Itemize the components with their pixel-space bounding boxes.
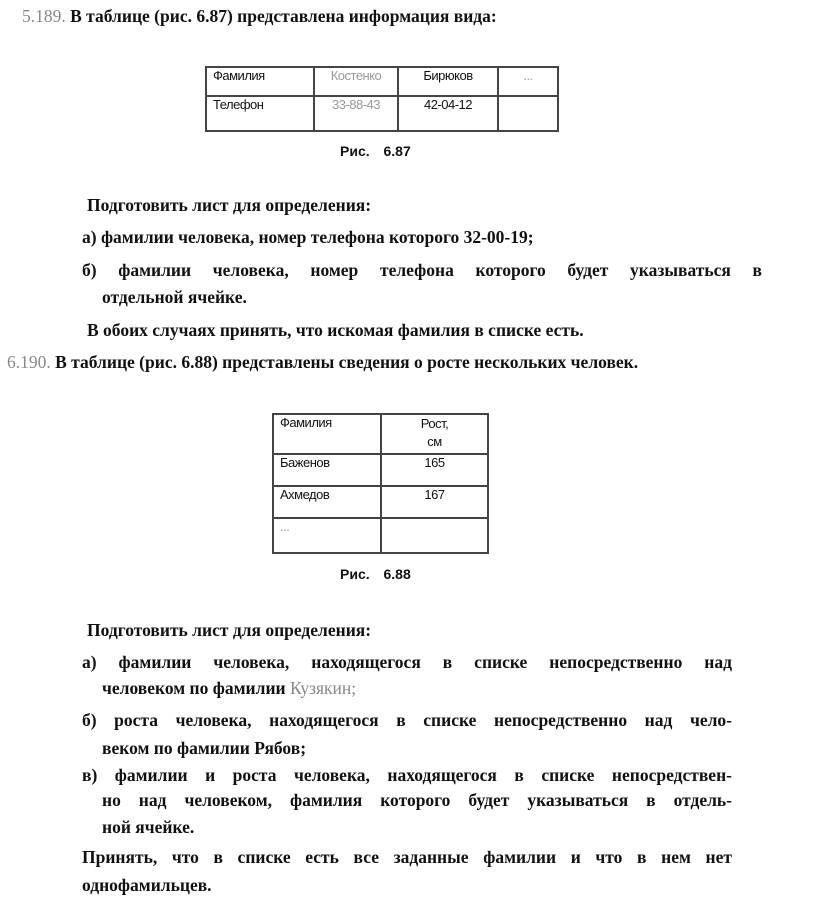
table-cell: Фамилия — [273, 414, 381, 454]
table-cell: ... — [498, 67, 558, 96]
task-item-c-cont: ной ячейке. — [102, 817, 195, 837]
figure-6-87-table — [205, 66, 559, 132]
table-cell — [381, 518, 488, 553]
header-unit: см — [427, 434, 442, 449]
highlighted-name: Кузякин; — [289, 678, 357, 698]
note-text-cont: однофамильцев. — [82, 875, 212, 895]
problem-number: 6.190. — [7, 352, 51, 372]
task-item-c-cont: но над человеком, фамилия которого будет указываться в отдель- — [102, 790, 732, 810]
table-cell: Бирюков — [398, 67, 498, 96]
task-item-b-cont: отдельной ячейке. — [102, 287, 247, 307]
table-cell: Баженов — [273, 454, 381, 486]
table-cell: 165 — [381, 454, 488, 486]
note-text: Принять, что в списке есть все заданные фамилии и что в нем нет — [82, 847, 732, 867]
task-text: Подготовить лист для определения: — [87, 620, 372, 640]
task-item-a: а) фамилии человека, номер телефона которого 32-00-19; — [82, 227, 534, 247]
task-text: Подготовить лист для определения: — [87, 195, 372, 215]
problem-6-190-heading — [7, 351, 638, 373]
table-cell: ... — [273, 518, 381, 553]
problem-intro: В таблице (рис. 6.87) представлена информация вида: — [70, 6, 497, 26]
note-text: В обоих случаях принять, что искомая фамилия в списке есть. — [87, 320, 584, 340]
task-item-b: б) роста человека, находящегося в списке непосредственно над чело- — [82, 710, 732, 730]
task-item-b: б) фамилии человека, номер телефона которого будет указываться в — [82, 260, 762, 280]
text: человеком по фамилии — [102, 678, 290, 698]
task-item-a: а) фамилии человека, находящегося в списке непосредственно над — [82, 652, 732, 672]
table-cell: 167 — [381, 486, 488, 518]
task-item-b-cont: веком по фамилии Рябов; — [102, 738, 307, 758]
problem-6-189-heading — [22, 5, 497, 27]
table-cell: 42-04-12 — [398, 96, 498, 131]
table-cell: Ахмедов — [273, 486, 381, 518]
table-cell: Костенко — [314, 67, 398, 96]
table-cell: Фамилия — [206, 67, 314, 96]
table-cell: Телефон — [206, 96, 314, 131]
header-line: Рост, — [420, 416, 449, 431]
problem-intro: В таблице (рис. 6.88) представлены сведения о росте нескольких человек. — [55, 352, 639, 372]
figure-caption: Рис. 6.88 — [340, 566, 411, 582]
table-header-height — [381, 414, 488, 454]
task-item-a-cont — [102, 677, 356, 699]
task-item-c: в) фамилии и роста человека, находящегося в списке непосредствен- — [82, 765, 732, 785]
figure-6-88-table — [272, 413, 489, 554]
figure-caption: Рис. 6.87 — [340, 143, 411, 159]
table-cell — [498, 96, 558, 131]
table-cell: 33-88-43 — [314, 96, 398, 131]
problem-number: 5.189. — [22, 6, 66, 26]
